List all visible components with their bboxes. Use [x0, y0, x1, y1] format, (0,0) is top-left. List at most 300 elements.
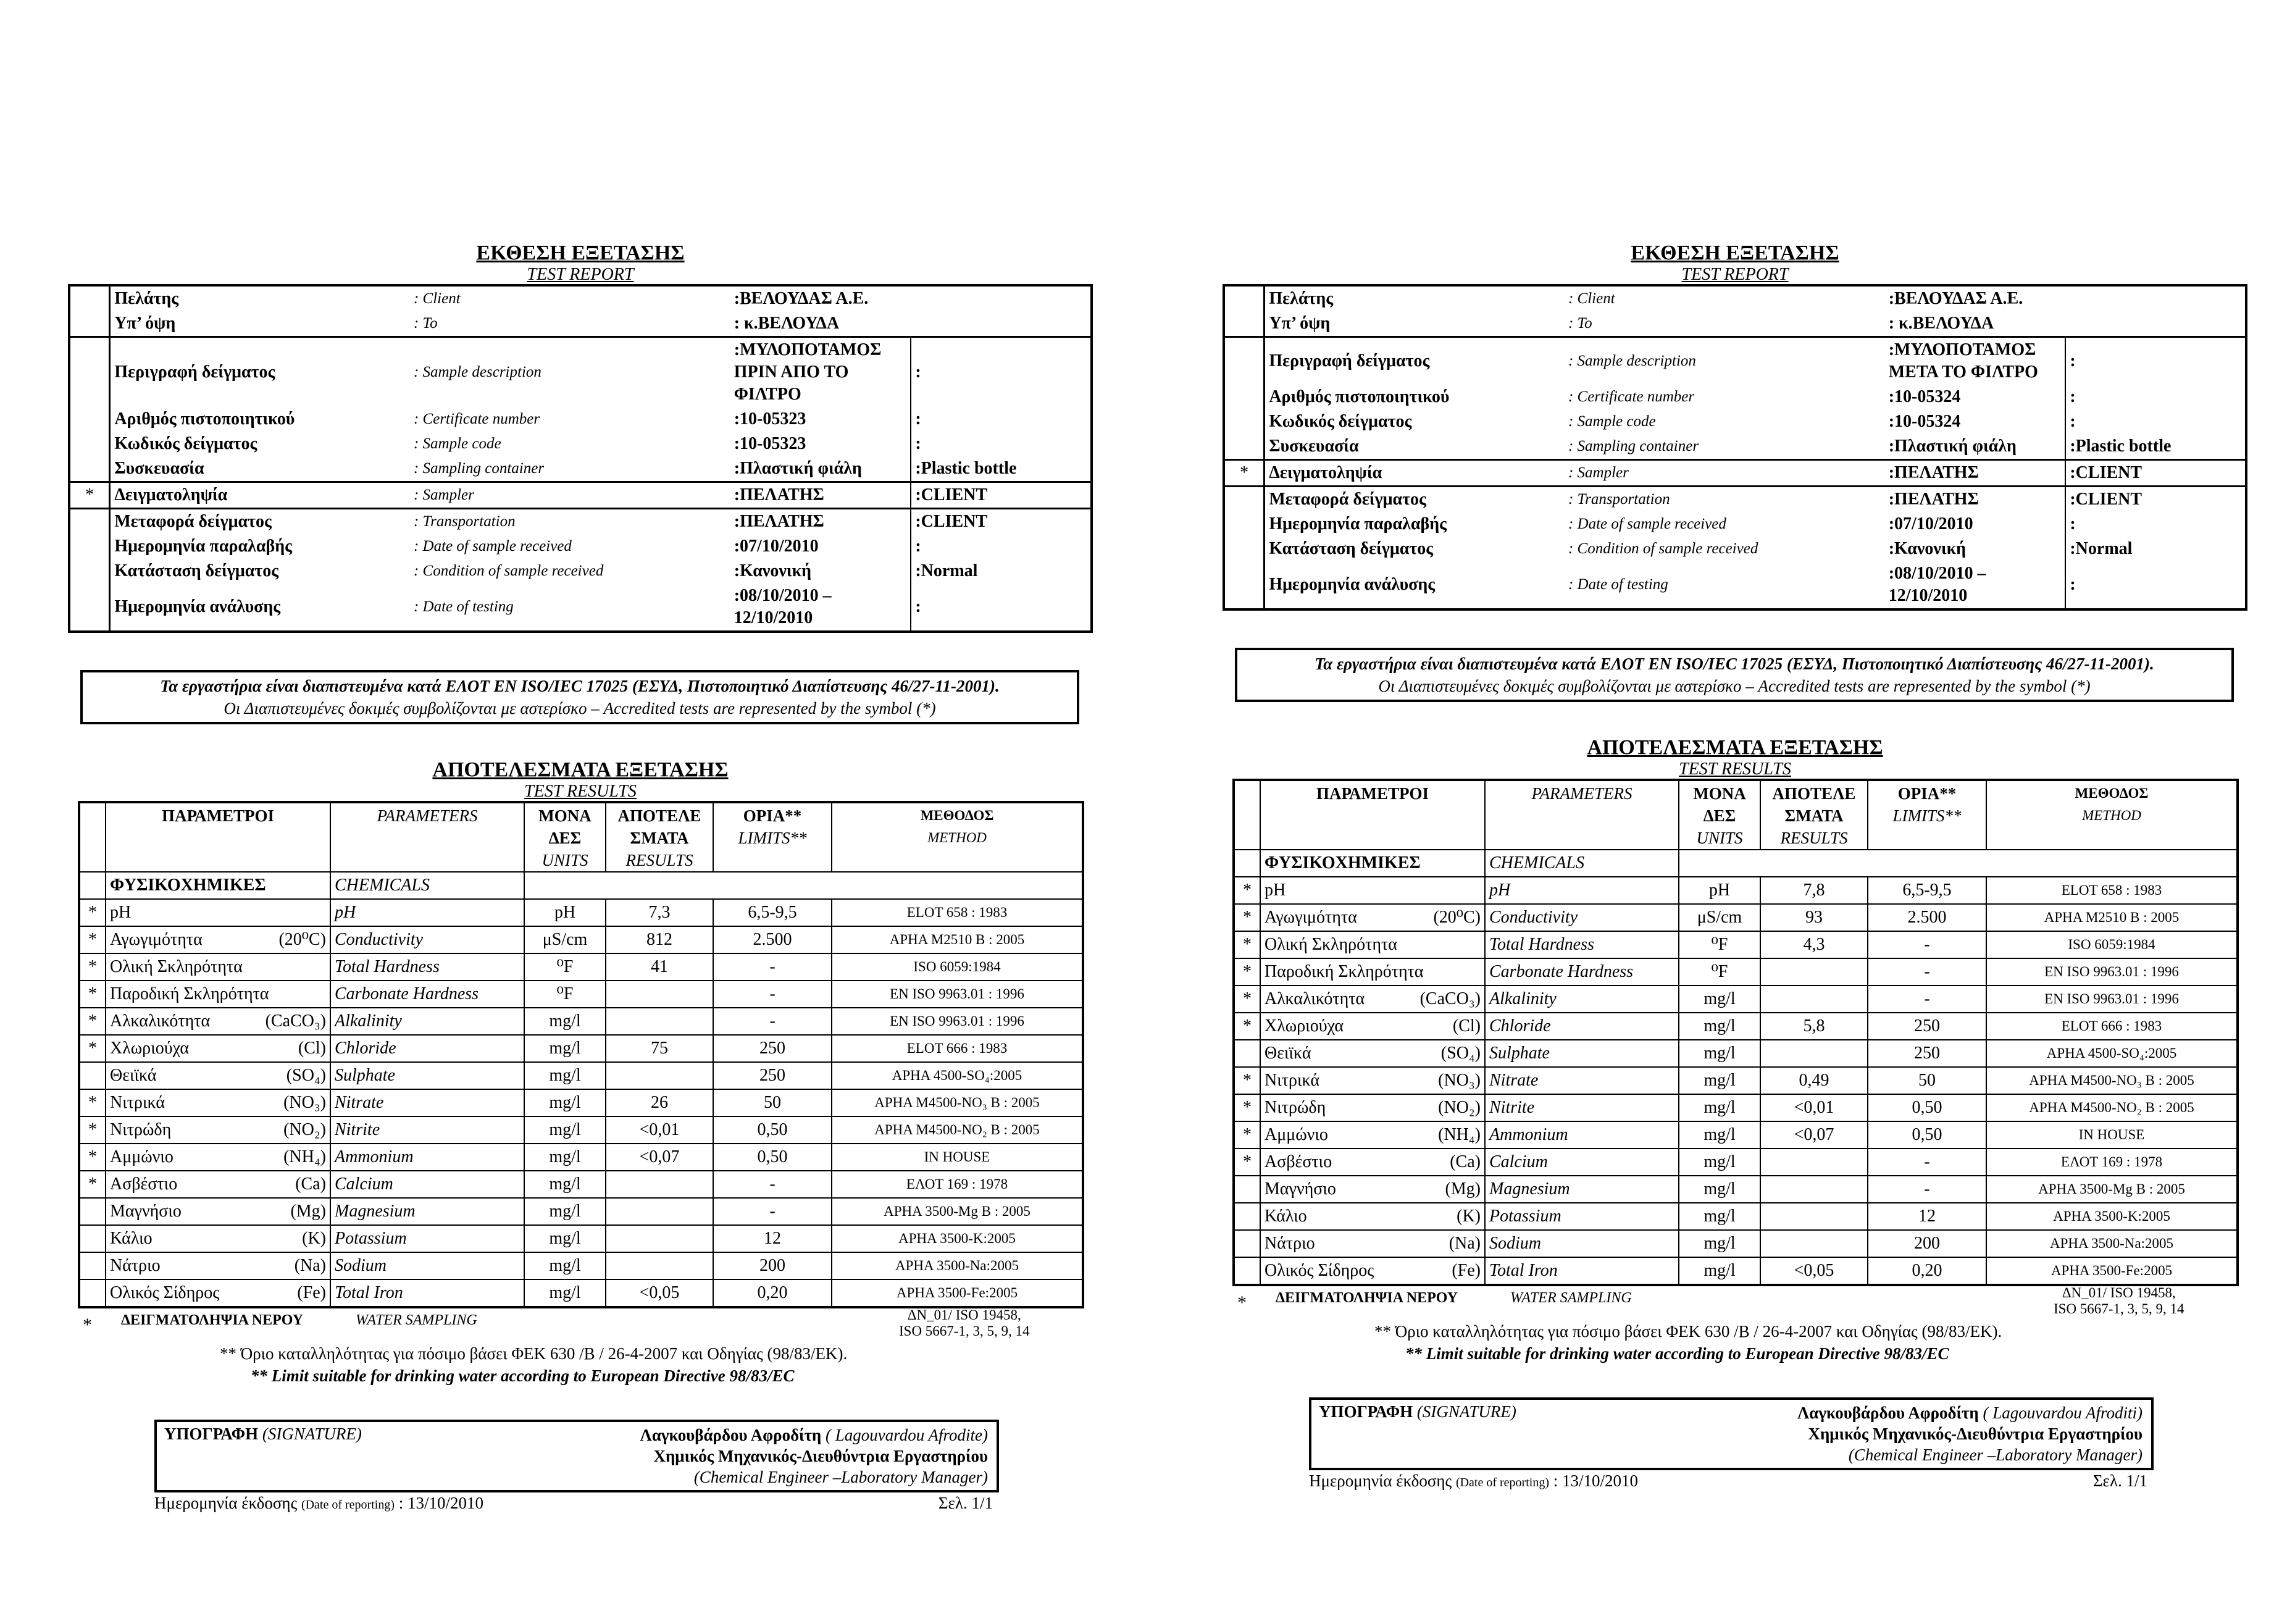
- accredited-star: [69, 559, 110, 584]
- parameter-name-gr: Μαγνήσιο: [1265, 1179, 1336, 1199]
- info-value: :10-05323: [730, 432, 911, 456]
- header-star-cell: [79, 802, 106, 872]
- parameter-name-gr: Νάτριο: [110, 1256, 161, 1275]
- parameter-method: APHA 3500-Na:2005: [832, 1252, 1083, 1279]
- parameter-result: [1760, 1203, 1868, 1230]
- parameter-symbol: (Fe): [1452, 1261, 1481, 1280]
- accreditation-note: Οι Διαπιστευμένες δοκιμές συμβολίζονται με αστερίσκο – Accredited tests are represented by the symbol (*): [224, 699, 936, 718]
- parameter-method: APHA M2510 B : 2005: [1986, 904, 2238, 931]
- water-sampling-label: ΔΕΙΓΜΑΤΟΛΗΨΙΑ ΝΕΡΟΥ: [121, 1312, 304, 1328]
- group-label-en: CHEMICALS: [1485, 850, 1679, 877]
- footer-star: *: [83, 1315, 92, 1335]
- parameter-method: IN HOUSE: [1986, 1121, 2238, 1149]
- parameter-limit: 0,20: [1868, 1257, 1986, 1285]
- info-value-en: :: [915, 434, 921, 453]
- parameter-symbol: (NH₄): [1438, 1125, 1481, 1144]
- parameter-name-gr: Νιτρικά: [1265, 1071, 1320, 1090]
- header-parameters-gr: ΠΑΡΑΜΕΤΡΟΙ: [1260, 780, 1485, 850]
- parameter-symbol: (K): [302, 1229, 326, 1248]
- accredited-star: *: [79, 1144, 106, 1171]
- info-value: :08/10/2010 – 12/10/2010: [730, 584, 911, 632]
- parameter-name-en: Total Iron: [1485, 1257, 1679, 1285]
- info-value-en: :CLIENT: [2065, 487, 2246, 513]
- parameter-name-gr: Χλωριούχα: [110, 1039, 190, 1058]
- accredited-star: [79, 1062, 106, 1089]
- parameter-row: [79, 1198, 1083, 1225]
- parameter-result: 4,3: [1760, 931, 1868, 958]
- parameter-name-gr: Αγωγιμότητα: [1265, 908, 1357, 927]
- parameter-name-gr: Θειϊκά: [110, 1066, 157, 1085]
- sampling-standards: [899, 1307, 1029, 1339]
- parameter-gr-wrap: [1265, 1150, 1481, 1174]
- accredited-star: *: [79, 981, 106, 1008]
- report-footer: [1232, 1286, 2239, 1379]
- info-label-gr: Μεταφορά δείγματος: [110, 509, 410, 535]
- parameter-limit: -: [1868, 1149, 1986, 1176]
- report-footer: [78, 1308, 1084, 1401]
- info-value-en: :CLIENT: [911, 482, 1092, 509]
- parameter-gr-cell: [1260, 1203, 1485, 1230]
- info-value: :10-05324: [1885, 409, 2066, 434]
- info-label-gr: Συσκευασία: [114, 459, 204, 478]
- info-value-en: :Normal: [2070, 539, 2133, 558]
- parameter-limit: -: [713, 981, 832, 1008]
- parameter-symbol: (Na): [294, 1256, 326, 1275]
- header-parameters-en-text: PARAMETERS: [377, 806, 478, 825]
- header-method-gr: ΜΕΘΟΔΟΣ: [2075, 785, 2149, 801]
- parameter-name-gr: Αμμώνιο: [110, 1147, 173, 1166]
- info-label-en: : Sample code: [413, 435, 501, 452]
- parameter-limit: -: [1868, 1176, 1986, 1203]
- accredited-star: [69, 534, 110, 559]
- info-row: [1224, 512, 2246, 537]
- parameter-name-en: Carbonate Hardness: [330, 981, 524, 1008]
- info-label-gr: Αριθμός πιστοποιητικού: [1269, 387, 1450, 406]
- parameter-row: [79, 1062, 1083, 1089]
- parameter-name-gr: Παροδική Σκληρότητα: [110, 984, 269, 1003]
- parameter-unit: mg/l: [524, 1062, 606, 1089]
- info-label-en: : Date of testing: [413, 598, 514, 615]
- info-label-gr: Ημερομηνία παραλαβής: [114, 537, 292, 556]
- results-header-row: [1234, 780, 2238, 850]
- group-star-cell: [1234, 850, 1260, 877]
- parameter-method: EN ISO 9963.01 : 1996: [1986, 986, 2238, 1013]
- header-parameters-gr: ΠΑΡΑΜΕΤΡΟΙ: [106, 802, 330, 872]
- header-limits-gr: ΟΡΙΑ**: [1897, 784, 1957, 803]
- info-row: [1224, 285, 2246, 311]
- parameter-limit: -: [1868, 931, 1986, 958]
- header-units: [524, 802, 606, 872]
- parameter-gr-wrap: [1265, 1041, 1481, 1066]
- info-label-en: : To: [413, 315, 438, 332]
- sampling-standard-line: ISO 5667-1, 3, 5, 9, 14: [899, 1323, 1030, 1339]
- parameter-gr-cell: [1260, 1257, 1485, 1285]
- accredited-star: [1224, 561, 1265, 609]
- parameter-gr-wrap: [1265, 1231, 1481, 1256]
- parameter-gr-cell: [1260, 1121, 1485, 1149]
- parameter-name-en: Magnesium: [1485, 1176, 1679, 1203]
- parameter-gr-wrap: [1265, 1014, 1481, 1039]
- parameter-limit: 6,5-9,5: [713, 899, 832, 926]
- parameter-limit: 250: [1868, 1040, 1986, 1067]
- reporting-date-value: : 13/10/2010: [1553, 1471, 1638, 1490]
- info-value-en: :: [911, 337, 1092, 408]
- header-parameters-en: [1485, 780, 1679, 850]
- parameter-method: APHA M2510 B : 2005: [832, 926, 1083, 953]
- results-table: [78, 801, 1084, 1308]
- sampling-standard-line: ΔΝ_01/ ISO 19458,: [907, 1307, 1021, 1323]
- signatory-role: Χημικός Μηχανικός-Διευθύντρια Εργαστηρίου: [1808, 1425, 2142, 1443]
- parameter-method: APHA M4500-NO₂ B : 2005: [1986, 1094, 2238, 1121]
- parameter-symbol: (Fe): [297, 1283, 326, 1302]
- header-limits-en: LIMITS**: [738, 829, 807, 847]
- sampling-standards: [2054, 1285, 2184, 1317]
- parameter-unit: mg/l: [1679, 1149, 1760, 1176]
- results-header-row: [79, 802, 1083, 872]
- parameter-unit: mg/l: [524, 1035, 606, 1062]
- parameter-unit: mg/l: [1679, 1067, 1760, 1094]
- parameter-result: 93: [1760, 904, 1868, 931]
- parameter-name-gr: Ολική Σκληρότητα: [1265, 935, 1397, 954]
- parameter-name-en: Carbonate Hardness: [1485, 958, 1679, 986]
- signatory-name-en: ( Lagouvardou Afroditi): [1983, 1404, 2142, 1422]
- parameter-gr-wrap: [110, 900, 326, 925]
- parameter-unit: mg/l: [524, 1144, 606, 1171]
- info-row: [1224, 337, 2246, 385]
- parameter-result: [606, 1008, 713, 1035]
- header-results: [606, 802, 713, 872]
- info-value: :Πλαστική φιάλη: [1885, 434, 2066, 460]
- sample-info-table: [1223, 284, 2247, 611]
- water-sampling-label-en: WATER SAMPLING: [356, 1312, 477, 1328]
- info-label-gr: Περιγραφή δείγματος: [110, 337, 410, 408]
- group-star-cell: [79, 872, 106, 899]
- signatory-name-line: [640, 1425, 988, 1446]
- parameter-gr-cell: [106, 1198, 330, 1225]
- accredited-star: *: [69, 482, 110, 509]
- info-label-en: : Sampling container: [1568, 438, 1699, 454]
- parameter-name-en: Conductivity: [330, 926, 524, 953]
- accredited-star: [79, 1198, 106, 1225]
- parameter-row: [1234, 931, 2238, 958]
- parameter-gr-wrap: [1265, 1123, 1481, 1147]
- header-limits: [713, 802, 832, 872]
- parameter-gr-cell: [106, 953, 330, 981]
- parameter-name-en: Calcium: [1485, 1149, 1679, 1176]
- parameter-limit: 0,50: [1868, 1121, 1986, 1149]
- parameter-name-gr: pH: [110, 903, 132, 922]
- accredited-star: [69, 337, 110, 408]
- info-row: [69, 407, 1092, 432]
- parameter-gr-cell: [106, 1252, 330, 1279]
- parameter-result: [1760, 958, 1868, 986]
- parameter-symbol: (NO₂): [1438, 1098, 1481, 1117]
- parameter-symbol: (Cl): [1452, 1016, 1481, 1036]
- parameter-name-en: Sodium: [330, 1252, 524, 1279]
- info-row: [1224, 460, 2246, 487]
- parameter-symbol: (NO₃): [1438, 1071, 1481, 1090]
- parameter-gr-wrap: [110, 1036, 326, 1061]
- info-row: [69, 534, 1092, 559]
- parameter-symbol: (Ca): [295, 1174, 326, 1194]
- parameter-method: APHA 3500-K:2005: [1986, 1203, 2238, 1230]
- parameter-row: [79, 1225, 1083, 1252]
- info-value-en: :: [2070, 412, 2076, 431]
- parameter-result: 41: [606, 953, 713, 981]
- parameter-gr-wrap: [110, 955, 326, 979]
- parameter-method: ΕΛΟΤ 169 : 1978: [1986, 1149, 2238, 1176]
- parameter-row: [79, 899, 1083, 926]
- info-value: :ΜΥΛΟΠΟΤΑΜΟΣ ΠΡΙΝ ΑΠΟ ΤΟ ΦΙΛΤΡΟ: [730, 337, 911, 408]
- parameter-name-gr: Ασβέστιο: [110, 1174, 178, 1194]
- parameter-symbol: (Na): [1448, 1234, 1481, 1253]
- parameter-result: [606, 981, 713, 1008]
- accredited-star: *: [1234, 1121, 1260, 1149]
- parameter-unit: mg/l: [524, 1225, 606, 1252]
- sampling-standard-line: ΔΝ_01/ ISO 19458,: [2062, 1285, 2176, 1300]
- parameter-result: <0,07: [606, 1144, 713, 1171]
- parameter-unit: ⁰F: [524, 953, 606, 981]
- parameter-name-gr: Νιτρώδη: [1265, 1098, 1326, 1117]
- accreditation-line: Τα εργαστήρια είναι διαπιστευμένα κατά ΕΛΟΤ ΕΝ ISO/IEC 17025 (ΕΣΥΔ, Πιστοποιητικό Διαπίστευσης 46/27-11-2001).: [1315, 655, 2154, 673]
- header-units-en: UNITS: [541, 851, 588, 869]
- parameter-gr-wrap: [110, 1118, 326, 1142]
- info-value-en: :: [2070, 575, 2076, 594]
- parameter-limit: 250: [1868, 1013, 1986, 1040]
- parameter-row: [1234, 1149, 2238, 1176]
- parameter-gr-wrap: [1265, 1204, 1481, 1229]
- header-units-en: UNITS: [1696, 829, 1743, 847]
- parameter-result: [1760, 1149, 1868, 1176]
- parameter-result: [606, 1198, 713, 1225]
- parameter-gr-cell: [106, 1062, 330, 1089]
- parameter-limit: -: [713, 1008, 832, 1035]
- header-results-gr: ΑΠΟΤΕΛΕ ΣΜΑΤΑ: [617, 806, 701, 847]
- parameter-row: [79, 1144, 1083, 1171]
- header-units: [1679, 780, 1760, 850]
- signature-label-gr: ΥΠΟΓΡΑΦΗ: [164, 1425, 259, 1443]
- accredited-star: [1234, 1203, 1260, 1230]
- info-value-en: :Plastic bottle: [915, 459, 1017, 478]
- parameter-gr-cell: [1260, 904, 1485, 931]
- parameter-symbol: (Ca): [1450, 1152, 1481, 1171]
- parameter-name-gr: Αλκαλικότητα: [110, 1011, 211, 1031]
- accredited-star: *: [1234, 958, 1260, 986]
- header-method: [1986, 780, 2238, 850]
- parameter-row: [79, 981, 1083, 1008]
- parameter-result: 5,8: [1760, 1013, 1868, 1040]
- info-label-en: : Condition of sample received: [1568, 540, 1758, 557]
- info-row: [69, 584, 1092, 632]
- accredited-star: [1224, 285, 1265, 311]
- parameter-name-gr: pH: [1265, 881, 1286, 900]
- parameter-method: APHA 3500-Mg B : 2005: [832, 1198, 1083, 1225]
- accredited-star: *: [79, 1171, 106, 1198]
- parameter-unit: ⁰F: [1679, 931, 1760, 958]
- parameter-limit: 0,50: [713, 1144, 832, 1171]
- group-row: [79, 872, 1083, 899]
- parameter-result: <0,07: [1760, 1121, 1868, 1149]
- parameter-row: [1234, 1257, 2238, 1285]
- info-label-en: : Transportation: [1565, 487, 1885, 513]
- header-star-cell: [1234, 780, 1260, 850]
- accredited-star: [69, 509, 110, 535]
- parameter-row: [79, 1035, 1083, 1062]
- parameter-gr-cell: [106, 1171, 330, 1198]
- info-label-gr: Ημερομηνία παραλαβής: [1269, 514, 1447, 534]
- info-value: :10-05324: [1885, 385, 2066, 409]
- reporting-footer: [1309, 1470, 2154, 1495]
- parameter-method: ELOT 658 : 1983: [1986, 877, 2238, 904]
- parameter-name-en: Alkalinity: [330, 1008, 524, 1035]
- parameter-unit: mg/l: [1679, 1094, 1760, 1121]
- info-row: [69, 509, 1092, 535]
- parameter-limit: 50: [1868, 1067, 1986, 1094]
- info-label-en: : Sampling container: [413, 460, 545, 477]
- info-label-en: : To: [1568, 315, 1592, 332]
- parameter-result: 812: [606, 926, 713, 953]
- parameter-method: APHA 3500-Fe:2005: [1986, 1257, 2238, 1285]
- reporting-date-label-en: (Date of reporting): [1455, 1476, 1549, 1489]
- signatory-role: Χημικός Μηχανικός-Διευθύντρια Εργαστηρίου: [653, 1447, 988, 1465]
- group-empty-cell: [524, 872, 1083, 899]
- parameter-row: [1234, 1067, 2238, 1094]
- parameter-name-gr: Νάτριο: [1265, 1234, 1315, 1253]
- accredited-star: *: [1224, 460, 1265, 487]
- reporting-date-label-en: (Date of reporting): [301, 1498, 395, 1512]
- parameter-name-gr: Παροδική Σκληρότητα: [1265, 962, 1424, 981]
- parameter-symbol: (Cl): [298, 1039, 326, 1058]
- accredited-star: *: [1234, 1094, 1260, 1121]
- sample-info-table: [68, 284, 1093, 633]
- parameter-limit: 250: [713, 1062, 832, 1089]
- parameter-name-en: Sulphate: [330, 1062, 524, 1089]
- info-value-en: :: [915, 409, 921, 429]
- parameter-method: EN ISO 9963.01 : 1996: [832, 1008, 1083, 1035]
- info-value: :Κανονική: [730, 559, 911, 584]
- signature-box: [154, 1420, 999, 1492]
- parameter-name-gr: Θειϊκά: [1265, 1044, 1311, 1063]
- parameter-gr-wrap: [110, 1199, 326, 1224]
- info-label-gr: Κωδικός δείγματος: [1269, 412, 1412, 431]
- parameter-name-gr: Νιτρικά: [110, 1093, 165, 1112]
- parameter-limit: -: [713, 1198, 832, 1225]
- accredited-star: [1224, 434, 1265, 460]
- parameter-gr-wrap: [1265, 1258, 1481, 1283]
- parameter-name-en: Total Hardness: [330, 953, 524, 981]
- parameter-unit: ⁰F: [524, 981, 606, 1008]
- parameter-row: [1234, 1040, 2238, 1067]
- signatory: [640, 1425, 988, 1488]
- info-row: [1224, 434, 2246, 460]
- page-number: Σελ. 1/1: [938, 1494, 993, 1512]
- info-row: [69, 432, 1092, 456]
- parameter-result: <0,05: [1760, 1257, 1868, 1285]
- parameter-row: [1234, 904, 2238, 931]
- parameter-row: [79, 926, 1083, 953]
- parameter-name-en: Calcium: [330, 1171, 524, 1198]
- signatory-role-en: (Chemical Engineer –Laboratory Manager): [693, 1468, 988, 1486]
- parameter-limit: 200: [713, 1252, 832, 1279]
- info-label-gr: Υπ’ όψη: [1269, 314, 1331, 333]
- info-row: [69, 337, 1092, 408]
- info-value-en: :Plastic bottle: [2070, 437, 2172, 456]
- parameter-name-en: pH: [1485, 877, 1679, 904]
- info-value-en: :CLIENT: [911, 509, 1092, 535]
- parameter-name-gr: Ολικός Σίδηρος: [1265, 1261, 1374, 1280]
- info-label-en: : Date of testing: [1568, 576, 1668, 593]
- info-row: [1224, 409, 2246, 434]
- accredited-star: [69, 584, 110, 632]
- parameter-gr-cell: [106, 981, 330, 1008]
- parameter-name-en: Magnesium: [330, 1198, 524, 1225]
- accredited-star: *: [79, 953, 106, 981]
- parameter-limit: -: [713, 1171, 832, 1198]
- info-label-gr: Κατάσταση δείγματος: [114, 561, 279, 580]
- info-label-gr: Κωδικός δείγματος: [114, 434, 257, 453]
- parameter-gr-wrap: [110, 1145, 326, 1170]
- parameter-gr-wrap: [110, 982, 326, 1007]
- info-value: :ΠΕΛΑΤΗΣ: [1885, 460, 2066, 487]
- parameter-gr-wrap: [1265, 878, 1481, 903]
- parameter-gr-wrap: [110, 1254, 326, 1278]
- parameter-symbol: (NO₂): [283, 1120, 326, 1139]
- info-label-gr: Πελάτης: [1269, 289, 1334, 308]
- parameter-result: <0,05: [606, 1279, 713, 1307]
- parameter-unit: mg/l: [1679, 986, 1760, 1013]
- parameter-name-en: Nitrate: [1485, 1067, 1679, 1094]
- parameter-result: [606, 1252, 713, 1279]
- accredited-star: [1224, 512, 1265, 537]
- parameter-gr-wrap: [110, 1226, 326, 1251]
- parameter-symbol: (CaCO₃): [265, 1011, 326, 1031]
- group-label-en: CHEMICALS: [330, 872, 524, 899]
- info-value-en: :: [2070, 514, 2076, 534]
- parameter-name-gr: Αμμώνιο: [1265, 1125, 1328, 1144]
- accreditation-line: Τα εργαστήρια είναι διαπιστευμένα κατά ΕΛΟΤ ΕΝ ISO/IEC 17025 (ΕΣΥΔ, Πιστοποιητικό Διαπίστευσης 46/27-11-2001).: [160, 677, 1000, 695]
- footer-star: *: [1237, 1292, 1247, 1313]
- parameter-gr-cell: [1260, 1176, 1485, 1203]
- header-limits: [1868, 780, 1986, 850]
- parameter-result: 75: [606, 1035, 713, 1062]
- info-value-en: :: [2065, 337, 2246, 385]
- parameter-gr-wrap: [110, 927, 326, 952]
- accredited-star: *: [1234, 1013, 1260, 1040]
- parameter-row: [1234, 1176, 2238, 1203]
- info-label-gr: Περιγραφή δείγματος: [1265, 337, 1565, 385]
- parameter-symbol: (20⁰C): [1433, 908, 1481, 927]
- reporting-footer: [154, 1492, 999, 1517]
- parameter-limit: -: [1868, 986, 1986, 1013]
- info-label-en: : Client: [413, 290, 461, 307]
- parameter-limit: 250: [713, 1035, 832, 1062]
- parameter-unit: μS/cm: [524, 926, 606, 953]
- accredited-star: *: [79, 1035, 106, 1062]
- parameter-unit: mg/l: [524, 1089, 606, 1116]
- info-value-en: :Normal: [915, 561, 978, 580]
- parameter-gr-wrap: [1265, 960, 1481, 984]
- accredited-star: *: [1234, 986, 1260, 1013]
- parameter-gr-wrap: [110, 1281, 326, 1305]
- signature-label: [1319, 1402, 1516, 1421]
- header-units-gr: ΜΟΝΑ ΔΕΣ: [1693, 784, 1746, 825]
- limits-note-gr: ** Όριο καταλληλότητας για πόσιμο βάσει ΦΕΚ 630 /Β / 26-4-2007 και Οδηγίας (98/83/ΕΚ).: [1374, 1322, 2002, 1341]
- signatory: [1797, 1402, 2142, 1465]
- signatory-role-en: (Chemical Engineer –Laboratory Manager): [1848, 1446, 2142, 1464]
- parameter-method: APHA M4500-NO₃ B : 2005: [832, 1089, 1083, 1116]
- info-value: :ΠΕΛΑΤΗΣ: [730, 482, 911, 509]
- accredited-star: *: [79, 926, 106, 953]
